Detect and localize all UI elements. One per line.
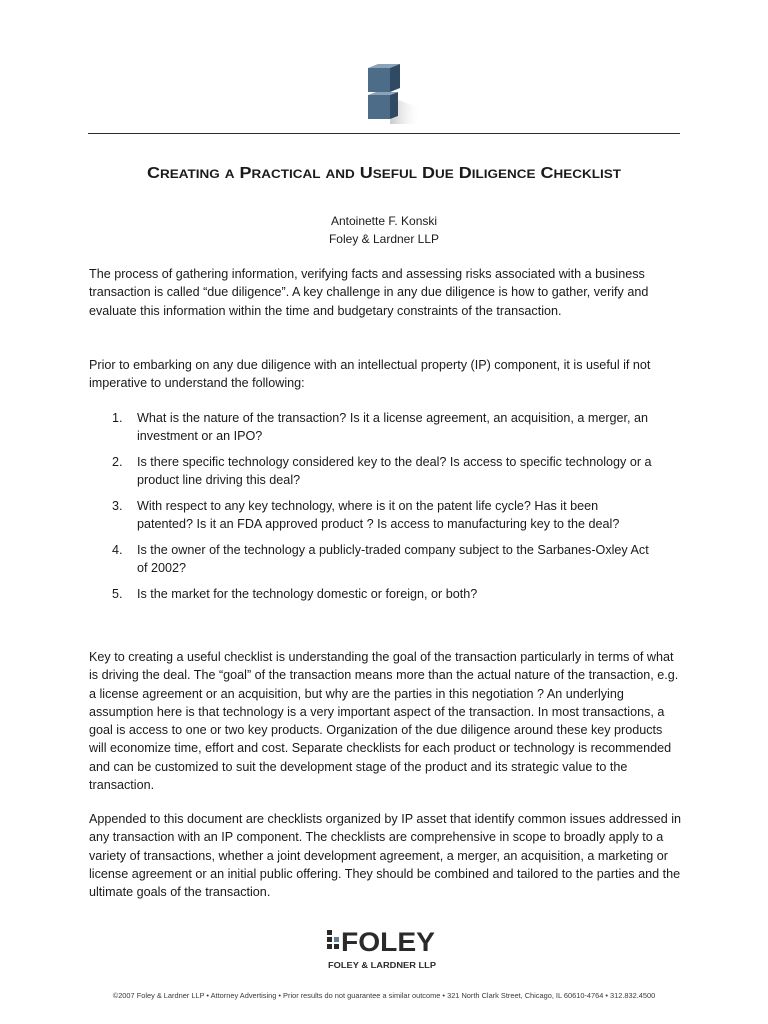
foley-squares-icon [327,930,339,949]
list-number: 2. [112,455,123,469]
cube-logo-icon [364,64,424,128]
list-item-text: Is the market for the technology domestic or foreign, or both? [137,587,478,601]
document-title-text: CREATING A P RACTICAL AND U SEFUL D UE D ILIGENCE C HECKLIST [147,165,614,182]
appendix-paragraph: Appended to this document are checklists organized by IP asset that identify common issues addressed in any transaction with an IP component. The checklists are comprehensive in scope to broadly apply to a variety of transactions, whether a joint development agreement, a merger, an acquisition, a marketing or license agreement or an initial public offering. They should be combined and tailored to the parties and the ultimate goals of the transaction. [89,812,682,900]
list-item [112,409,652,445]
list-item-text: Is the owner of the technology a publicly-traded company subject to the Sarbanes-Oxley Act of 2002? [137,543,649,575]
list-item [112,541,652,577]
list-number: 4. [112,543,123,557]
page-footer: ©2007 Foley & Lardner LLP • Attorney Advertising • Prior results do not guarantee a similar outcome • 321 North Clark Street, Chicago, IL 60610-4764 • 312.832.4500 [112,991,656,1000]
list-number: 5. [112,587,123,601]
intro-paragraph: The process of gathering information, verifying facts and assessing risks associated with a business transaction is called “due diligence”. A key challenge in any due diligence is how to gather, verify and evaluate this information within the time and budgetary constraints of the transaction. [89,267,649,318]
list-item [112,453,652,489]
list-item-text: Is there specific technology considered key to the deal? Is access to specific technology or a product line driving this deal? [137,455,652,487]
list-item-text: With respect to any key technology, where is it on the patent life cycle? Has it been patented? Is it an FDA approved product ? Is access to manufacturing key to the deal? [137,499,620,531]
document-title [88,155,680,189]
author-firm: Foley & Lardner LLP [328,232,440,246]
author-name: Antoinette F. Konski [330,214,438,228]
list-number: 3. [112,499,123,513]
question-list [112,409,652,611]
foley-wordmark: FOLEY [341,927,435,957]
list-item [112,497,652,533]
prerequisite-paragraph: Prior to embarking on any due diligence with an intellectual property (IP) component, it is useful if not imperative to understand the following: [89,358,651,391]
goal-paragraph: Key to creating a useful checklist is understanding the goal of the transaction particularly in terms of what is driving the deal. The “goal” of the transaction means more than the actual nature of the transaction, e.g. a license agreement or an acquisition, but why are the parties in this negotiation ? An underlying assumption here is that technology is a very important aspect of the transaction. In most transactions, a goal is access to one or two key products. Organization of the due diligence around these key products will economize time, effort and cost. Separate checklists for each product or technology is recommended and can be customized to suit the development stage of the product and its strategic value to the transaction. [89,650,679,793]
foley-logo [316,927,452,973]
header-rule [88,133,680,134]
foley-logo-subtitle: FOLEY & LARDNER LLP [328,961,437,970]
list-item [112,585,652,603]
list-item-text: What is the nature of the transaction? Is it a license agreement, an acquisition, a merger, an investment or an IPO? [137,411,649,443]
list-number: 1. [112,411,123,425]
